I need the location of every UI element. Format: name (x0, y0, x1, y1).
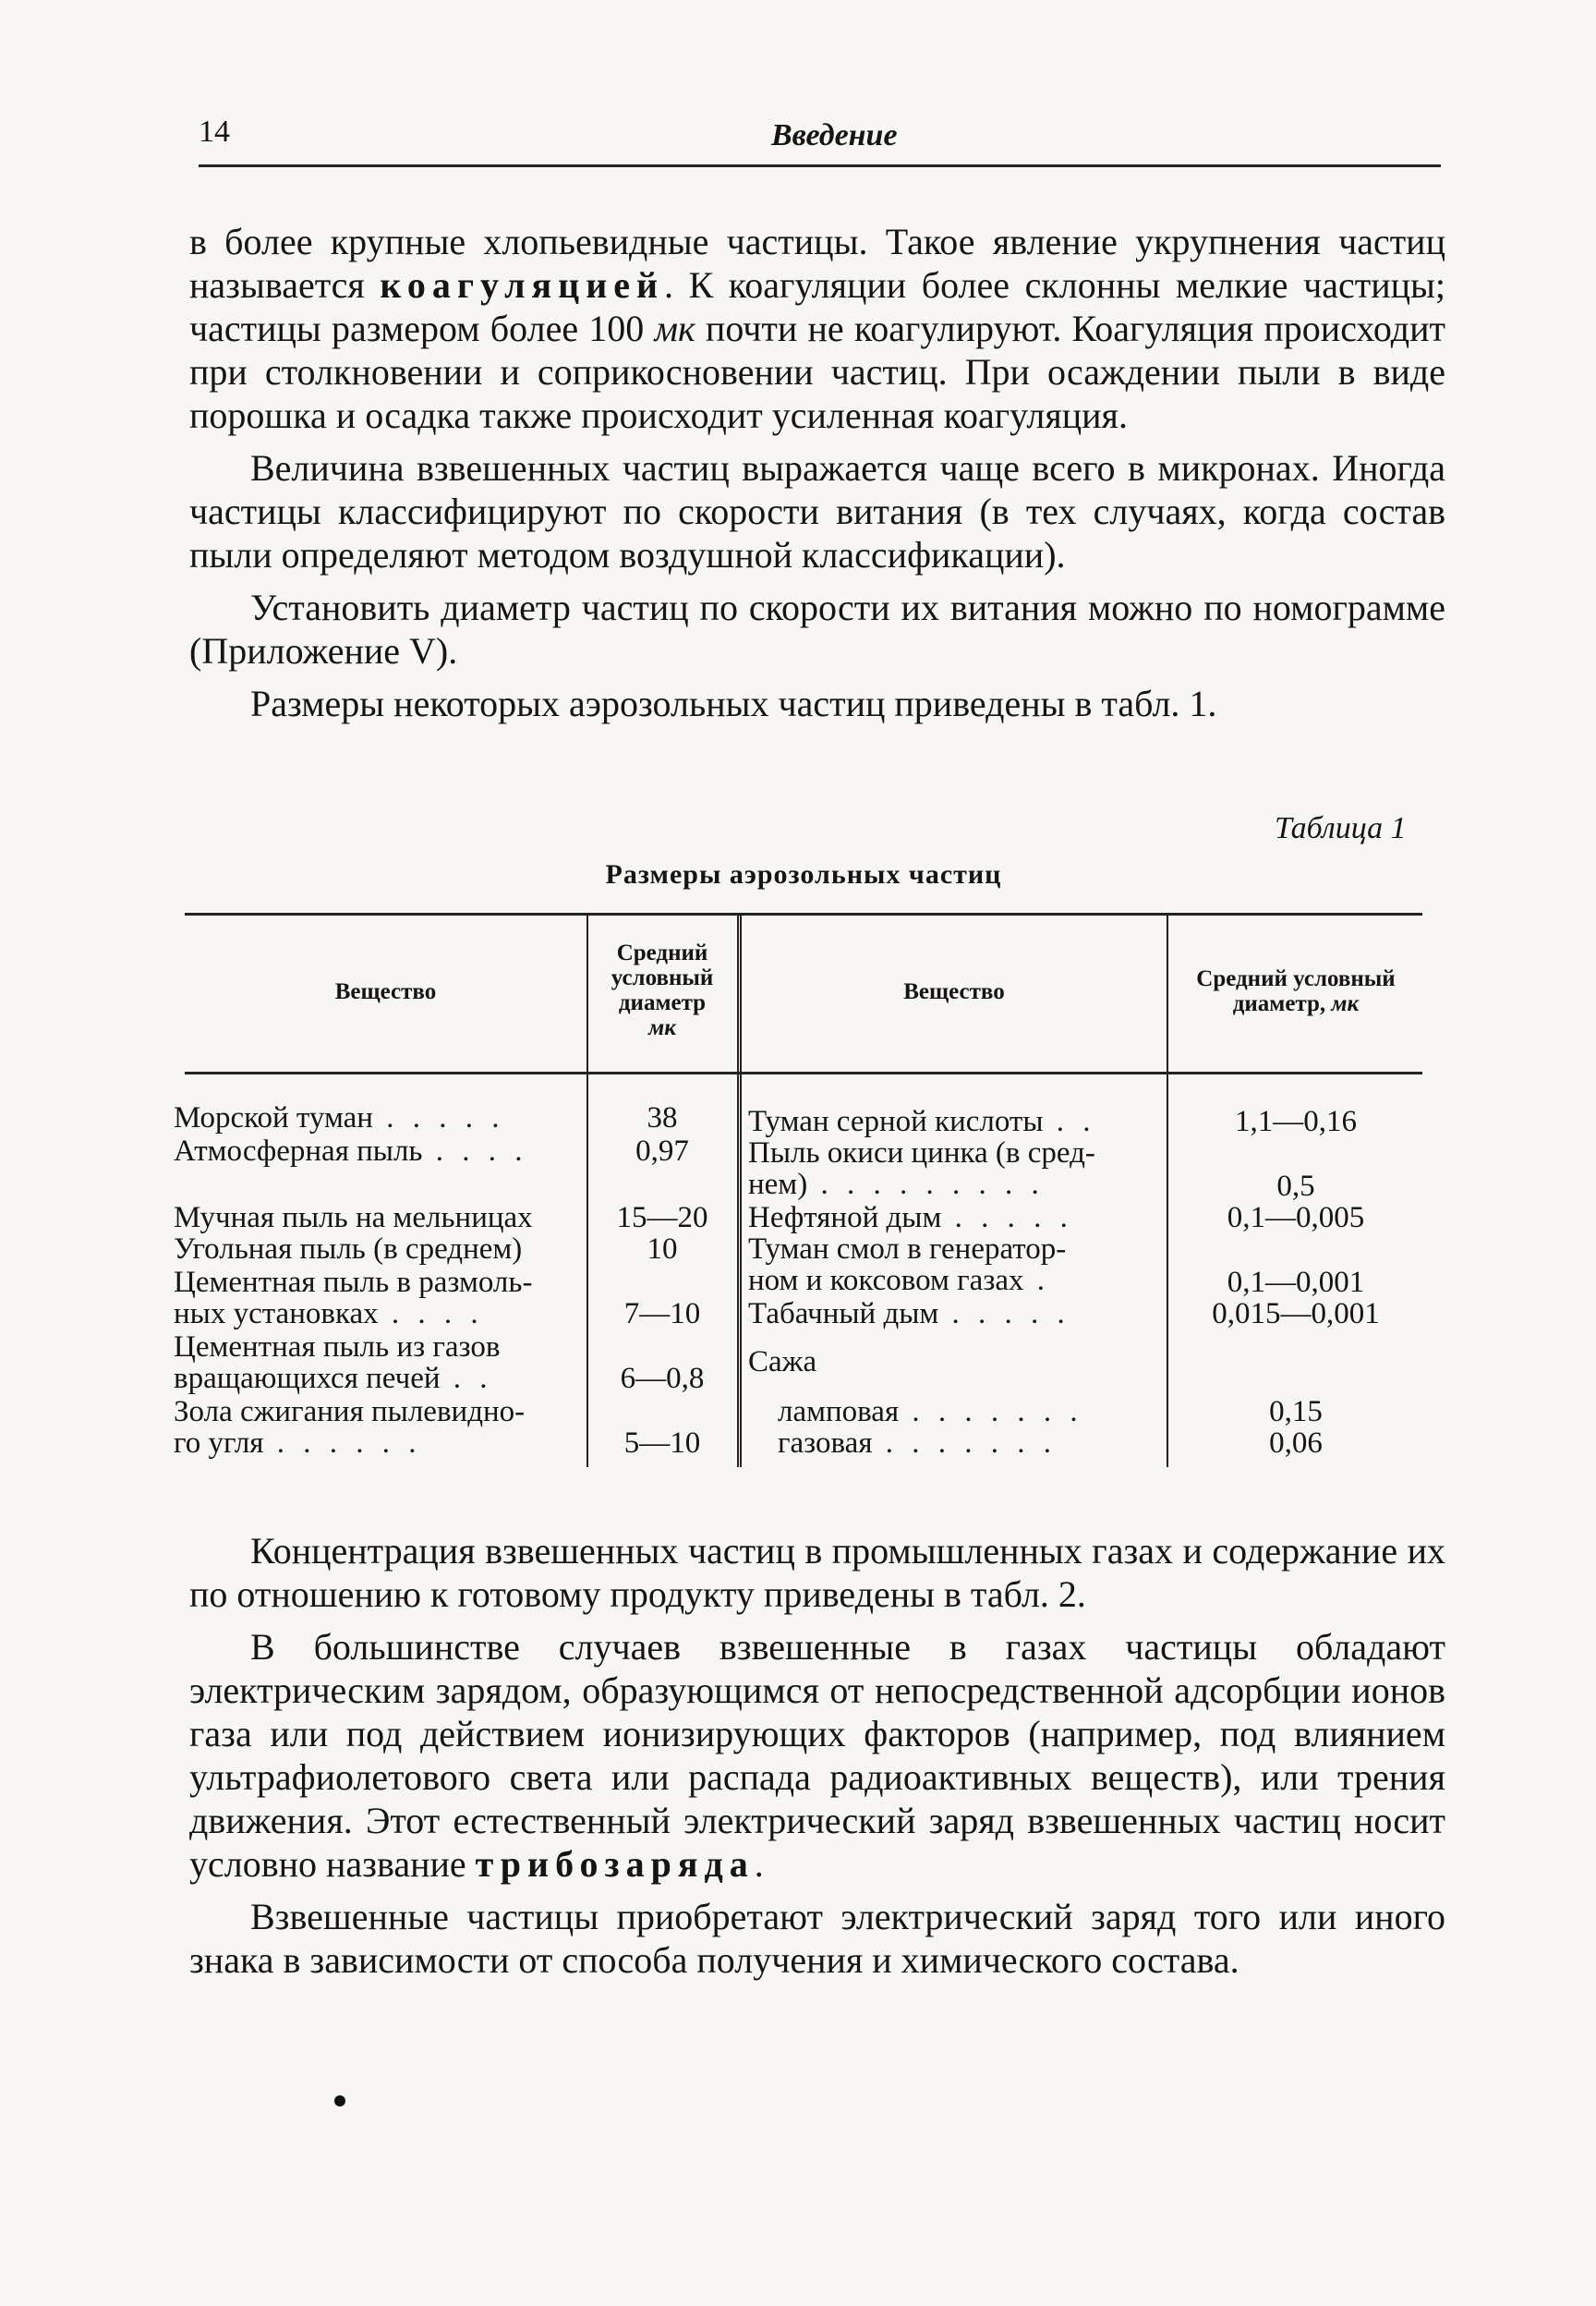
table-cell-value: 15—20 (616, 1201, 708, 1234)
table-cell-substance: Туман серной кислоты . . (748, 1105, 1096, 1138)
table-cell-value: 0,97 (635, 1135, 689, 1168)
column-divider-double (737, 913, 742, 1467)
table-cell-value: 1,1—0,16 (1235, 1105, 1357, 1138)
table-cell-substance: Зола сжигания пылевидно- (174, 1395, 526, 1428)
table-cell-value: 38 (647, 1101, 678, 1135)
table-cell-substance: нем) . . . . . . . . . (748, 1168, 1045, 1201)
table-cell-substance: Сажа (748, 1345, 817, 1378)
table-cell-substance: Угольная пыль (в среднем) (174, 1232, 523, 1266)
aerosol-size-table (174, 913, 1422, 1476)
table-cell-value: 0,1—0,005 (1227, 1201, 1365, 1234)
table-cell-substance: Туман смол в генератор- (748, 1232, 1067, 1266)
header-diameter-left: Средний условный диаметр мк (611, 941, 714, 1040)
table-cell-value: 6—0,8 (620, 1362, 705, 1395)
table-cell-value: 0,5 (1276, 1170, 1315, 1203)
paragraph-1: в более крупные хлопьевидные частицы. Такое явление укрупнения частиц называется коагуляцией. К коагуляции более склонны мелкие частицы; частицы размером более 100 мк почти не коагулируют. Коагуляция происходит при столкновении и соприкосновении частиц. При осаждении пыли в виде порошка и осадка также происходит усиленная коагуляция. (189, 221, 1446, 436)
table-cell-substance: Цементная пыль из газов (174, 1330, 501, 1364)
paragraph-6: В большинстве случаев взвешенные в газах частицы обладают электрическим зарядом, образующимся от непосредственной адсорбции ионов газа или под действием ионизирующих факторов (например, под влиянием ультрафиолетового света или распада радиоактивных веществ), или трения движения. Этот естественный электрический заряд взвешенных частиц носит условно название трибозаряда. (189, 1626, 1445, 1885)
table-cell-substance: ном и коксовом газах . (748, 1264, 1051, 1297)
table-cell-substance: Пыль окиси цинка (в сред- (748, 1136, 1095, 1170)
paragraph-2: Величина взвешенных частиц выражается чаще всего в микронах. Иногда частицы классифицируют по скорости витания (в тех случаях, когда состав пыли определяют методом воздушной классификации). (189, 447, 1445, 576)
table-cell-value: 7—10 (623, 1297, 701, 1330)
table-cell-value: 0,06 (1269, 1426, 1323, 1460)
header-diameter-right: Средний условный диаметр, мк (1196, 966, 1396, 1016)
table-number: Таблица 1 (1275, 811, 1407, 845)
table-cell-value: 5—10 (623, 1426, 701, 1460)
table-top-rule (185, 913, 1422, 916)
table-cell-substance: Табачный дым . . . . . (748, 1297, 1070, 1330)
column-divider (1167, 913, 1168, 1467)
paragraph-7: Взвешенные частицы приобретают электрический заряд того или иного знака в зависимости от способа получения и химического состава. (189, 1896, 1445, 1981)
body-text-bottom (189, 1529, 1445, 1991)
table-cell-substance: ных установках . . . . (174, 1297, 484, 1330)
table-cell-substance: ламповая . . . . . . . (778, 1395, 1083, 1428)
term-tribocharge: трибозаряда (475, 1843, 755, 1885)
table-cell-substance: Морской туман . . . . . (174, 1101, 505, 1135)
table-cell-value: 0,15 (1269, 1395, 1323, 1428)
header-substance-right: Вещество (903, 979, 1005, 1004)
paragraph-5: Концентрация взвешенных частиц в промышленных газах и содержание их по отношению к готовому продукту приведены в табл. 2. (189, 1530, 1445, 1615)
page-number: 14 (199, 115, 230, 149)
paragraph-3: Установить диаметр частиц по скорости их витания можно по номограмме (Приложение V). (189, 587, 1445, 672)
table-cell-substance: вращающихся печей . . (174, 1362, 493, 1395)
table-cell-substance: Мучная пыль на мельницах (174, 1201, 533, 1234)
table-title: Размеры аэрозольных частиц (605, 859, 1002, 890)
header-substance-left: Вещество (334, 979, 437, 1004)
table-cell-substance: газовая . . . . . . . (778, 1426, 1057, 1460)
table-cell-substance: Цементная пыль в размоль- (174, 1266, 533, 1299)
table-cell-substance: го угля . . . . . . (174, 1426, 422, 1460)
paragraph-4: Размеры некоторых аэрозольных частиц приведены в табл. 1. (250, 683, 1217, 724)
running-head: Введение (771, 118, 898, 152)
term-coagulation: коагуляцией (380, 264, 665, 306)
ink-dot (334, 2095, 345, 2106)
table-cell-substance: Атмосферная пыль . . . . (174, 1135, 528, 1168)
table-header-rule (185, 1072, 1422, 1074)
page-header (199, 109, 1441, 167)
table-cell-value: 0,1—0,001 (1227, 1266, 1365, 1299)
body-text-top (189, 220, 1445, 734)
table-cell-value: 10 (647, 1232, 678, 1266)
table-cell-value: 0,015—0,001 (1212, 1297, 1380, 1330)
table-cell-substance: Нефтяной дым . . . . . (748, 1201, 1073, 1234)
